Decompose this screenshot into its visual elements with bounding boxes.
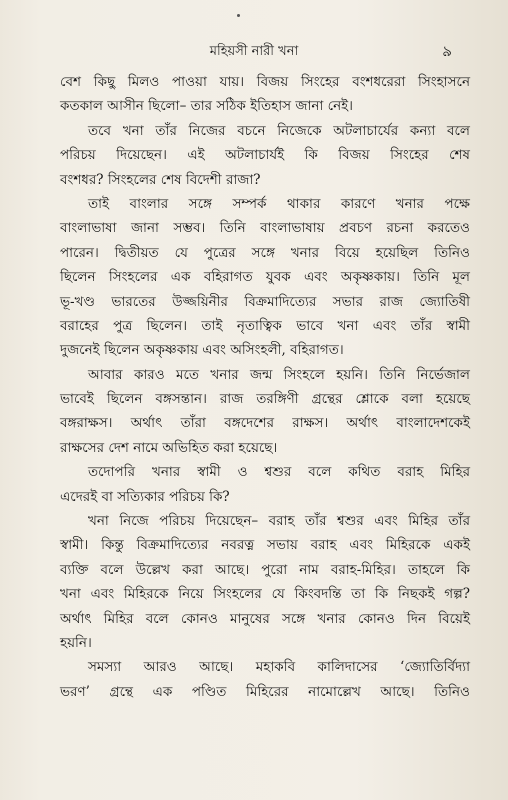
text-line: ছিলেন সিংহলের এক বহিরাগত যুবক এবং অকৃষ্ণকায়। তিনি মূল [60, 269, 470, 286]
text-line: স্বামী। কিন্তু বিক্রমাদিত্যের নবরত্ন সভায় বরাহ এবং মিহিরকে একই [60, 537, 470, 554]
text-line: বাংলাভাষা জানা সম্ভব। তিনি বাংলাভাষায় প্রবচণ রচনা করতেও [60, 220, 470, 237]
text-line: পরিচয় দিয়েছেন। এই অটলাচার্যই কি বিজয় সিংহের শেষ [60, 147, 470, 164]
text-line: দুজনেই ছিলেন অকৃষ্ণকায় এবং অসিংহলী, বহিরাগত। [60, 342, 344, 359]
text-line: খনা নিজে পরিচয় দিয়েছেন– বরাহ তাঁর শ্বশুর এবং মিহির তাঁর [88, 513, 470, 530]
page-number: ৯ [442, 42, 452, 60]
text-line: তাই বাংলার সঙ্গে সম্পর্ক থাকার কারণে খনার পক্ষে [88, 195, 470, 212]
page-header [0, 40, 508, 64]
text-line: সমস্যা আরও আছে। মহাকবি কালিদাসের ‘জ্যোতির্বিদ্যা [88, 659, 470, 676]
text-line: পারেন। দ্বিতীয়ত যে পুত্রের সঙ্গে খনার বিয়ে হয়েছিল তিনিও [60, 244, 470, 261]
text-line: রাক্ষসের দেশ নামে অভিহিত করা হয়েছে। [60, 439, 278, 456]
text-line: ভূ-খণ্ড ভারতের উজ্জয়িনীর বিক্রমাদিত্যের সভার রাজ জ্যোতিষী [60, 293, 470, 310]
text-line: হয়নি। [60, 634, 92, 651]
text-line: ভরণ’ গ্রন্থে এক পণ্ডিত মিহিরের নামোল্লেখ আছে। তিনিও [60, 683, 470, 700]
text-line: বংশধর? সিংহলের শেষ বিদেশী রাজা? [60, 171, 261, 188]
text-line: বঙ্গরাক্ষস। অর্থাৎ তাঁরা বঙ্গদেশের রাক্ষস। অর্থাৎ বাংলাদেশকেই [60, 415, 470, 432]
text-line: এদেরই বা সত্যিকার পরিচয় কি? [60, 488, 230, 505]
text-line: ব্যক্তি বলে উল্লেখ করা আছে। পুরো নাম বরাহ-মিহির। তাহলে কি [60, 561, 470, 578]
text-line: কতকাল আসীন ছিলো– তার সঠিক ইতিহাস জানা নেই। [60, 98, 354, 115]
body-text [60, 70, 470, 704]
print-mark [237, 14, 240, 17]
text-line: বেশ কিছু মিলও পাওয়া যায়। বিজয় সিংহের বংশধরেরা সিংহাসনে [60, 74, 470, 90]
text-line: তদোপরি খনার স্বামী ও শ্বশুর বলে কথিত বরাহ মিহির [88, 464, 470, 481]
text-line: তবে খনা তাঁর নিজের বচনে নিজেকে অটলাচার্যের কন্যা বলে [88, 122, 470, 139]
running-title: মহিয়সী নারী খনা [209, 44, 299, 59]
text-line: অর্থাৎ মিহির বলে কোনও মানুষের সঙ্গে খনার কোনও দিন বিয়েই [60, 610, 470, 627]
text-line: বরাহের পুত্র ছিলেন। তাই নৃতাত্বিক ভাবে খনা এবং তাঁর স্বামী [60, 317, 470, 334]
text-line: আবার কারও মতে খনার জন্ম সিংহলে হয়নি। তিনি নির্ভেজাল [88, 366, 470, 383]
text-line: ভাবেই ছিলেন বঙ্গসন্তান। রাজ তরঙ্গিণী গ্রন্থের শ্লোকে বলা হয়েছে [60, 391, 470, 408]
text-line: খনা এবং মিহিরকে নিয়ে সিংহলের যে কিংবদন্তি তা কি নিছকই গল্প? [60, 586, 470, 603]
